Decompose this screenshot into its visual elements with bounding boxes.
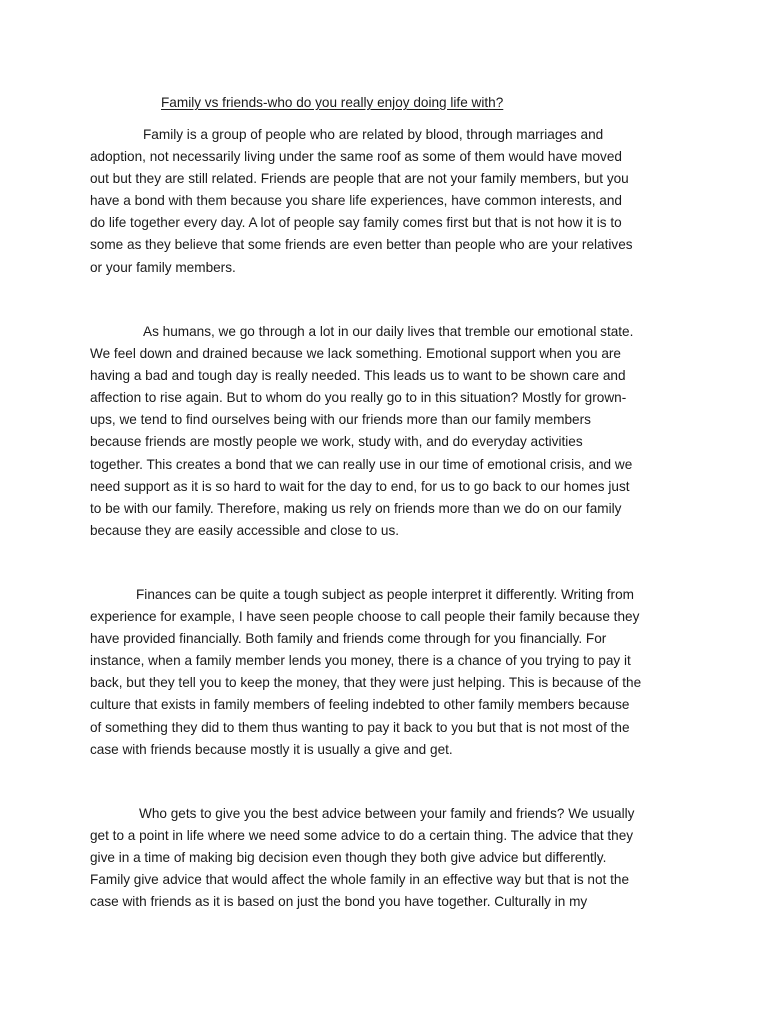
paragraph-line: having a bad and tough day is really needed. This leads us to want to be shown care and	[90, 368, 626, 384]
paragraph-emotional-support	[90, 321, 680, 542]
paragraph-line: back, but they tell you to keep the money, that they were just helping. This is because of the	[90, 675, 642, 691]
paragraph-line: As humans, we go through a lot in our daily lives that tremble our emotional state.	[143, 324, 634, 339]
paragraph-line: some as they believe that some friends are even better than people who are your relatives	[90, 237, 633, 253]
paragraph-line: culture that exists in family members of feeling indebted to other family members because	[90, 697, 630, 713]
paragraph-line: affection to rise again. But to whom do you really go to in this situation? Mostly for grown-	[90, 390, 627, 406]
paragraph-line: Family is a group of people who are related by blood, through marriages and	[143, 127, 604, 142]
paragraph-line: adoption, not necessarily living under the same roof as some of them would have moved	[90, 149, 622, 165]
paragraph-finances	[90, 584, 680, 761]
paragraph-line: because they are easily accessible and close to us.	[90, 522, 400, 538]
paragraph-line: case with friends as it is based on just the bond you have together. Culturally in my	[90, 894, 588, 910]
paragraph-line: Finances can be quite a tough subject as people interpret it differently. Writing from	[136, 587, 634, 602]
paragraph-line: together. This creates a bond that we can really use in our time of emotional crisis, and we	[90, 456, 633, 472]
paragraph-line: to be with our family. Therefore, making us rely on friends more than we do on our family	[90, 500, 622, 516]
paragraph-line: do life together every day. A lot of people say family comes first but that is not how it is to	[90, 215, 622, 231]
paragraph-line: out but they are still related. Friends are people that are not your family members, but you	[90, 171, 629, 187]
paragraph-line: case with friends because mostly it is usually a give and get.	[90, 741, 453, 757]
paragraph-line: of something they did to them thus wanting to pay it back to you but that is not most of the	[90, 719, 630, 735]
paragraph-line: get to a point in life where we need some advice to do a certain thing. The advice that they	[90, 828, 634, 844]
paragraph-line: ups, we tend to find ourselves being with our friends more than our family members	[90, 412, 591, 428]
paragraph-line: give in a time of making big decision even though they both give advice but differently.	[90, 850, 607, 866]
paragraph-line: need support as it is so hard to wait for the day to end, for us to go back to our homes just	[90, 478, 630, 494]
paragraph-line: Family give advice that would affect the whole family in an effective way but that is not the	[90, 872, 630, 888]
paragraph-line: instance, when a family member lends you money, there is a chance of you trying to pay it	[90, 653, 631, 669]
paragraph-line: experience for example, I have seen people choose to call people their family because they	[90, 609, 640, 625]
paragraph-advice	[90, 803, 680, 913]
paragraph-line: have a bond with them because you share life experiences, have common interests, and	[90, 193, 622, 209]
paragraph-line: have provided financially. Both family and friends come through for you financially. For	[90, 631, 607, 647]
paragraph-line: because friends are mostly people we work, study with, and do everyday activities	[90, 434, 583, 450]
paragraph-line: We feel down and drained because we lack something. Emotional support when you are	[90, 346, 621, 362]
document-title: Family vs friends-who do you really enjoy doing life with?	[161, 95, 504, 110]
paragraph-family-definition	[90, 124, 680, 279]
paragraph-line: or your family members.	[90, 259, 236, 275]
paragraph-line: Who gets to give you the best advice between your family and friends? We usually	[139, 806, 635, 821]
